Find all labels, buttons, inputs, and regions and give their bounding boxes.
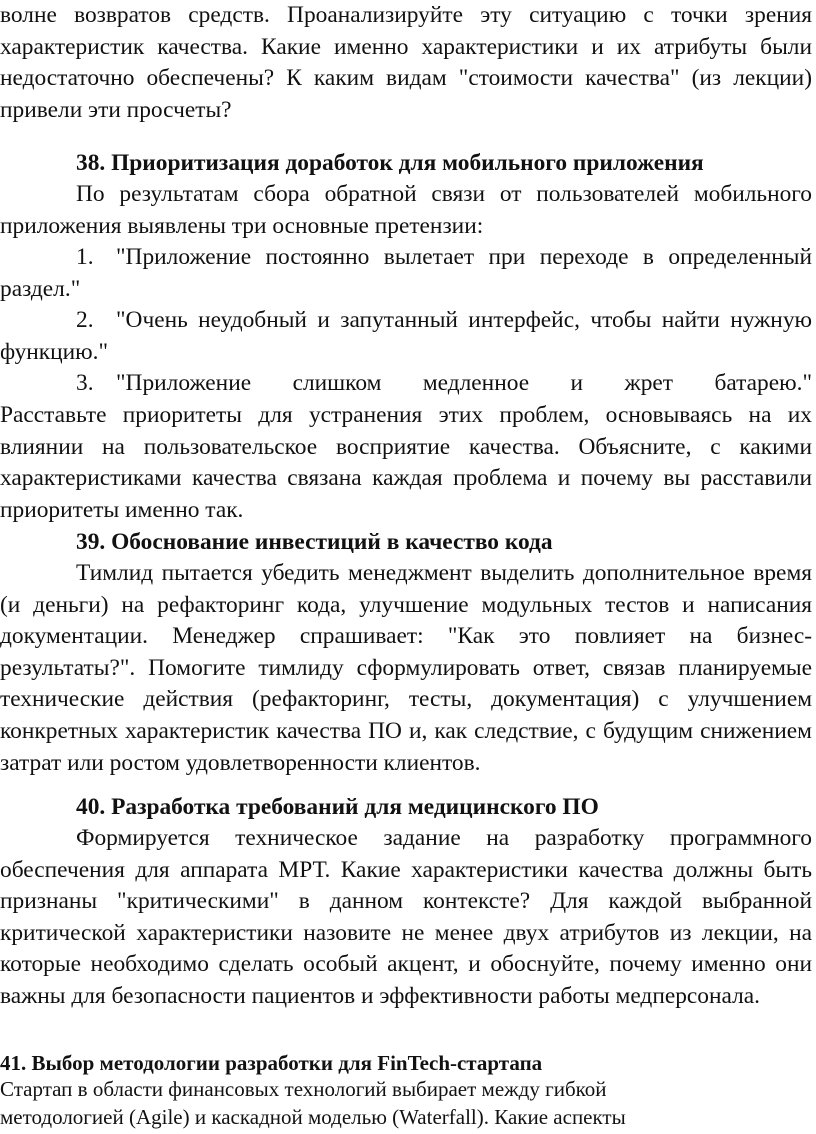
section-40-body: Формируется техническое задание на разработку программного обеспечения для аппарата МРТ. Какие характеристики качества должны быть признаны "критическими" в данном контексте? Для каждой выбранной критической характеристики назовите не менее двух атрибутов из лекции, на которые необходимо сделать особый акцент, и обоснуйте, почему именно они важны для безопасности пациентов и эффективности работы медперсонала. xyxy=(0,825,812,1009)
list-number: 1. xyxy=(76,244,94,270)
section-38-item-1 xyxy=(0,242,812,305)
list-text: "Очень неудобный и запутанный интерфейс, чтобы найти нужную функцию." xyxy=(0,307,812,365)
section-38-after: Расставьте приоритеты для устранения этих проблем, основываясь на их влиянии на пользовательское восприятие качества. Объясните, с какими характеристиками качества связана каждая проблема и почему вы расставили приоритеты именно так. xyxy=(0,402,812,523)
section-41-line-2: методологией (Agile) и каскадной моделью (Waterfall). Какие аспекты xyxy=(0,1105,626,1129)
section-39-body: Тимлид пытается убедить менеджмент выделить дополнительное время (и деньги) на рефакторинг кода, улучшение модульных тестов и написания документации. Менеджер спрашивает: "Как это повлияет на бизнес-результаты?". Помогите тимлиду сформулировать ответ, связав планируемые технические действия (рефакторинг, тесты, документация) с улучшением конкретных характеристик качества ПО и, как следствие, с будущим снижением затрат или ростом удовлетворенности клиентов. xyxy=(0,560,812,776)
section-38-heading: 38. Приоритизация доработок для мобильного приложения xyxy=(76,150,704,176)
list-number: 2. xyxy=(76,307,94,333)
list-text: "Приложение слишком медленное и жрет батарею." xyxy=(116,370,812,396)
section-38-lead: По результатам сбора обратной связи от пользователей мобильного приложения выявлены три основные претензии: xyxy=(0,181,812,239)
list-text: "Приложение постоянно вылетает при переходе в определенный раздел." xyxy=(0,244,812,302)
section-38-item-3 xyxy=(0,368,812,400)
list-number: 3. xyxy=(76,370,94,396)
section-41-heading: 41. Выбор методологии разработки для FinTech-стартапа xyxy=(0,1051,543,1075)
intro-paragraph: волне возвратов средств. Проанализируйте эту ситуацию с точки зрения характеристик качества. Какие именно характеристики и их атрибуты были недостаточно обеспечены? К каким видам "стоимости качества" (из лекции) привели эти просчеты? xyxy=(0,2,812,123)
section-39-heading: 39. Обоснование инвестиций в качество кода xyxy=(76,529,553,555)
section-38-item-2 xyxy=(0,305,812,368)
section-40-heading: 40. Разработка требований для медицинского ПО xyxy=(76,794,599,820)
section-41-line-1: Стартап в области финансовых технологий выбирает между гибкой xyxy=(0,1077,607,1101)
